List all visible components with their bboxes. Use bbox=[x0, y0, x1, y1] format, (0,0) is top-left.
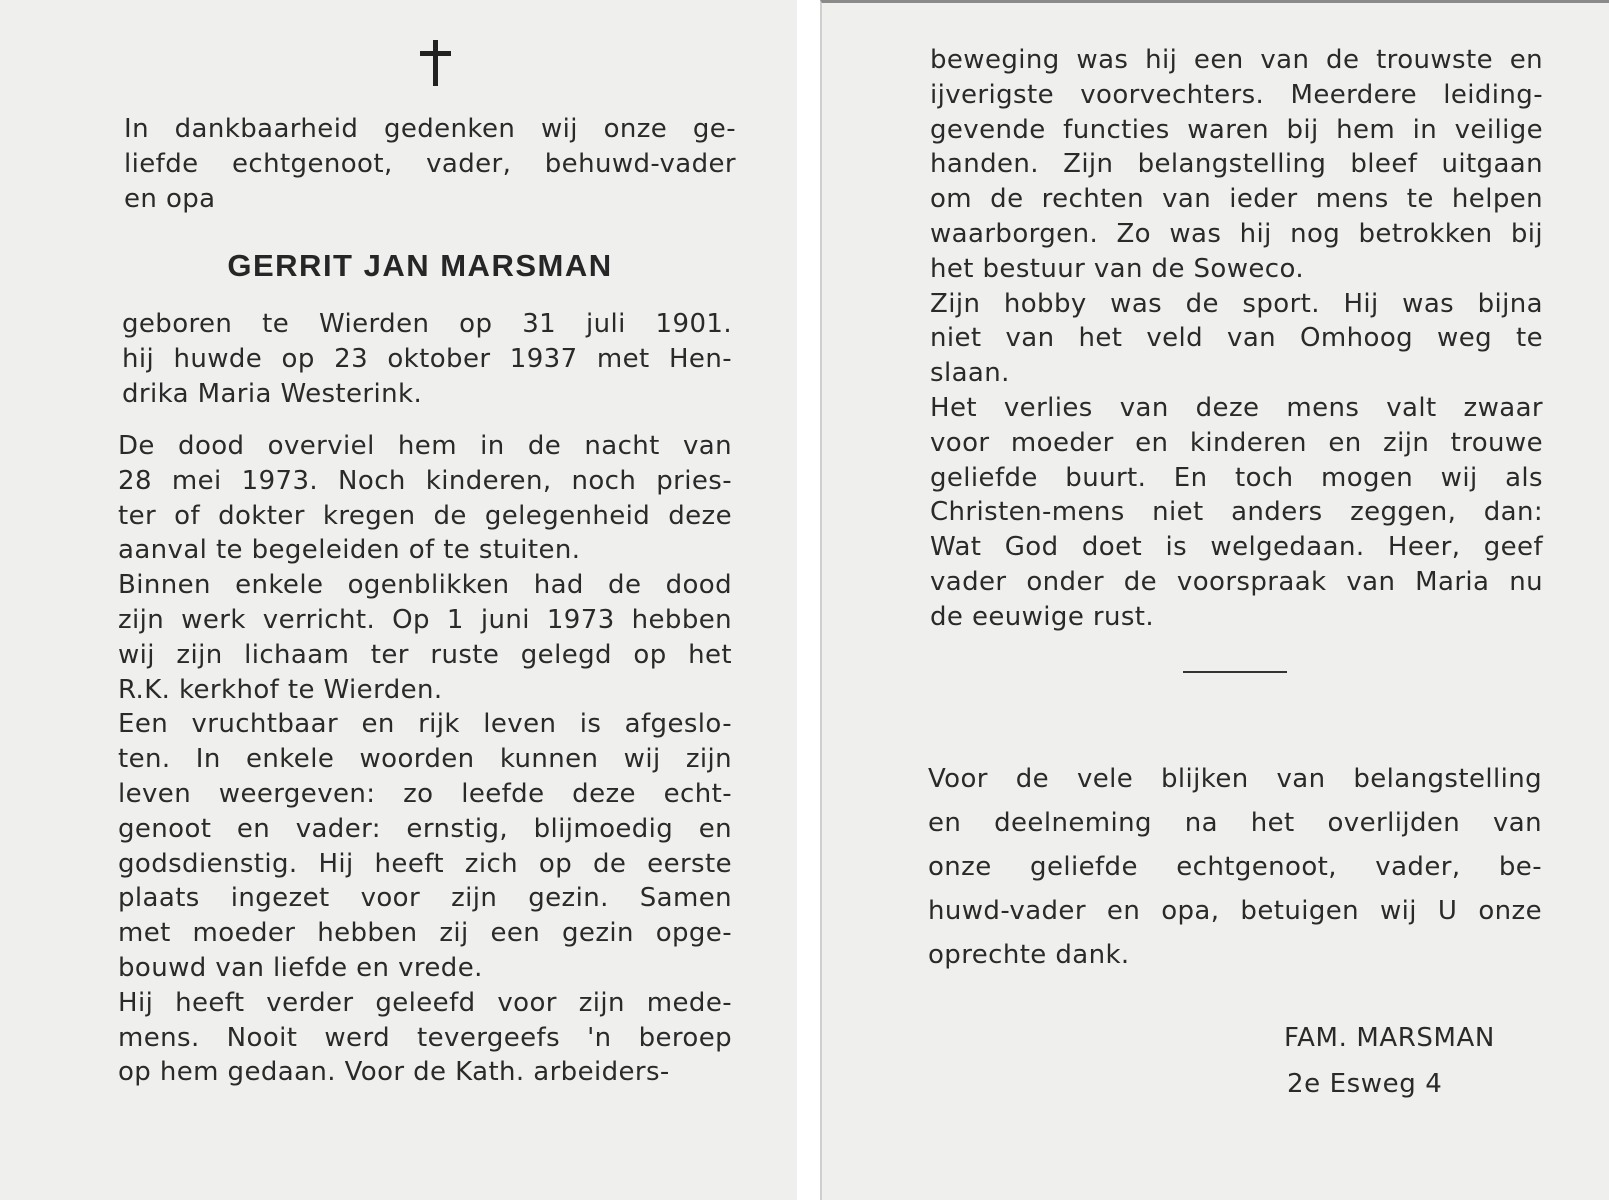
text-line: geboren te Wierden op 31 juli 1901. bbox=[122, 309, 732, 339]
text-line: slaan. bbox=[930, 358, 1010, 389]
text-line: De dood overviel hem in de nacht van bbox=[118, 431, 732, 461]
text-line: geliefde buurt. En toch mogen wij als bbox=[930, 462, 1543, 493]
text-line: handen. Zijn belangstelling bleef uitgaan bbox=[930, 149, 1543, 180]
intro-paragraph bbox=[124, 112, 736, 216]
text-line: Voor de vele blijken van belangstelling bbox=[928, 764, 1542, 794]
text-line: met moeder hebben zij een gezin opge- bbox=[118, 918, 732, 949]
cross-icon bbox=[416, 40, 456, 88]
text-line: Hij heeft verder geleefd voor zijn mede- bbox=[118, 987, 732, 1018]
text-line: bouwd van liefde en vrede. bbox=[118, 952, 483, 983]
text-line: vader onder de voorspraak van Maria nu bbox=[930, 566, 1543, 597]
text-line: godsdienstig. Hij heeft zich op de eerste bbox=[118, 848, 732, 879]
text-line: waarborgen. Zo was hij nog betrokken bij bbox=[930, 218, 1543, 249]
text-line: gevende functies waren bij hem in veilige bbox=[930, 114, 1543, 145]
text-line: Het verlies van deze mens valt zwaar bbox=[930, 392, 1543, 423]
text-line: ter of dokter kregen de gelegenheid deze bbox=[118, 500, 732, 531]
text-line: mens. Nooit werd tevergeefs 'n beroep bbox=[118, 1022, 732, 1053]
text-line: Een vruchtbaar en rijk leven is afgeslo- bbox=[118, 709, 732, 740]
text-line: Zijn hobby was de sport. Hij was bijna bbox=[930, 288, 1543, 319]
text-line: de eeuwige rust. bbox=[930, 601, 1155, 632]
text-line: beweging was hij een van de trouwste en bbox=[930, 45, 1543, 75]
text-line: Wat God doet is welgedaan. Heer, geef bbox=[930, 532, 1543, 563]
text-line: liefde echtgenoot, vader, behuwd-vader bbox=[124, 148, 736, 179]
text-line: wij zijn lichaam ter ruste gelegd op het bbox=[118, 639, 732, 670]
text-line: hij huwde op 23 oktober 1937 met Hen- bbox=[122, 343, 732, 374]
text-line: oprechte dank. bbox=[928, 940, 1130, 970]
text-line: drika Maria Westerink. bbox=[122, 378, 423, 409]
text-line: voor moeder en kinderen en zijn trouwe bbox=[930, 427, 1543, 458]
text-line: Binnen enkele ogenblikken had de dood bbox=[118, 570, 732, 601]
signature-address: 2e Esweg 4 bbox=[1287, 1069, 1443, 1099]
text-line: ijverigste voorvechters. Meerdere leiding- bbox=[930, 79, 1543, 110]
text-line: zijn werk verricht. Op 1 juni 1973 hebben bbox=[118, 604, 732, 635]
page-gutter bbox=[797, 0, 820, 1200]
text-line: en deelneming na het overlijden van bbox=[928, 808, 1542, 838]
text-line: Christen-mens niet anders zeggen, dan: bbox=[930, 497, 1543, 528]
text-line: ten. In enkele woorden kunnen wij zijn bbox=[118, 744, 732, 775]
text-line: om de rechten van ieder mens te helpen bbox=[930, 184, 1543, 215]
divider-line bbox=[1183, 671, 1287, 673]
text-line: plaats ingezet voor zijn gezin. Samen bbox=[118, 883, 732, 914]
text-line: en opa bbox=[124, 183, 216, 214]
text-line: genoot en vader: ernstig, blijmoedig en bbox=[118, 813, 732, 844]
text-line: R.K. kerkhof te Wierden. bbox=[118, 674, 443, 705]
text-line: In dankbaarheid gedenken wij onze ge- bbox=[124, 114, 736, 144]
text-line: aanval te begeleiden of te stuiten. bbox=[118, 535, 581, 566]
left-page bbox=[0, 0, 799, 1200]
text-line: 28 mei 1973. Noch kinderen, noch pries- bbox=[118, 465, 732, 496]
thanks-paragraph bbox=[928, 757, 1542, 977]
text-line: niet van het veld van Omhoog weg te bbox=[930, 323, 1543, 354]
text-line: huwd-vader en opa, betuigen wij U onze bbox=[928, 896, 1542, 926]
text-line: leven weergeven: zo leefde deze echt- bbox=[118, 778, 732, 809]
birth-paragraph bbox=[122, 307, 732, 411]
text-line: op hem gedaan. Voor de Kath. arbeiders- bbox=[118, 1057, 670, 1088]
left-body-text bbox=[118, 429, 732, 1090]
text-line: het bestuur van de Soweco. bbox=[930, 253, 1304, 284]
deceased-name: GERRIT JAN MARSMAN bbox=[227, 248, 613, 283]
text-line: onze geliefde echtgenoot, vader, be- bbox=[928, 852, 1542, 882]
right-body-text bbox=[930, 43, 1543, 635]
signature-name: FAM. MARSMAN bbox=[1284, 1023, 1495, 1053]
right-page bbox=[820, 0, 1609, 1200]
